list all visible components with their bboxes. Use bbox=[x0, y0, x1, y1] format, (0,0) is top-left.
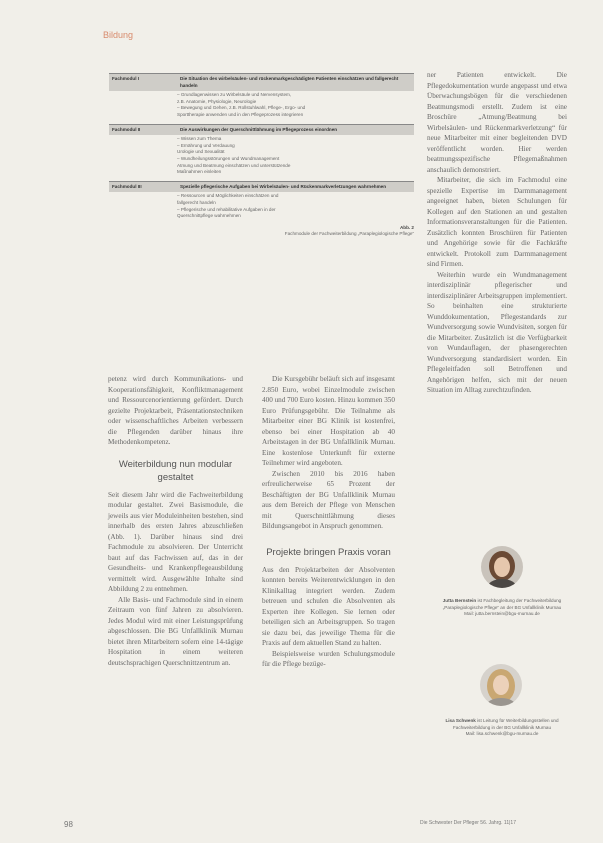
paragraph: Aus den Projektarbeiten der Absolventen konnten bereits Weiterentwicklungen in den Klinikalltag integriert werden. Zudem betreuen und schulen die Absolventen als Experten ihre Kollegen. Sie lernen oder beteiligen sich an Arbeitsgruppen. So tragen sie dazu bei, das jeweilige Thema für die Praxis auf dem aktuellen Stand zu halten. bbox=[262, 565, 395, 647]
module-item: – Wissen zum Thema bbox=[177, 136, 222, 142]
portrait-icon bbox=[480, 664, 522, 706]
module-3 bbox=[109, 181, 414, 223]
module-item: fallgerecht handeln bbox=[177, 199, 216, 205]
module-item: – Ressourcen und Möglichkeiten einschätzen und bbox=[177, 193, 279, 199]
journal-info: Die Schwester Der Pfleger 56. Jahrg. 11|17 bbox=[420, 820, 516, 826]
module-item: Urologie und Sexualität bbox=[177, 149, 225, 155]
module-title: Die Auswirkungen der Querschnittlähmung im Pflegeprozess einordnen bbox=[180, 126, 338, 132]
paragraph: Die Kursgebühr beläuft sich auf insgesamt 2.850 Euro, wobei Einzelmodule zwischen 400 und 700 Euro kosten. Hinzu kommen 350 Euro Prüfungsgebühr. Die Teilnahme als Mitarbeiter einer BG Klinik ist kostenfrei, ebenso bei einer Hospitation ab 40 Arbeitstagen in der BG Unfallklinik Murnau. Eine kostenlose Unterkunft für externe Teilnehmer wird angeboten. bbox=[262, 375, 395, 467]
portrait-icon bbox=[481, 546, 523, 588]
author-photo-2 bbox=[480, 664, 522, 706]
author-email: Mail: lisa.schwenk@bgu-murnau.de bbox=[465, 731, 539, 736]
column-2 bbox=[262, 374, 395, 670]
column-3 bbox=[427, 70, 567, 396]
module-item: – Pflegerische und rehabilitative Aufgaben in der bbox=[177, 206, 276, 212]
author-caption-1 bbox=[427, 598, 577, 618]
paragraph: Zwischen 2010 bis 2016 haben erfreulicherweise 65 Prozent der Beschäftigten der BG Unfallklinik Murnau aus dem Bereich der Pflege von Menschen mit Querschnittlähmung dieses Bildungsangebot in Anspruch genommen. bbox=[262, 469, 395, 530]
module-item: – Wundheilungsstörungen und Wundmanagement bbox=[177, 155, 280, 161]
module-label: Fachmodul II bbox=[112, 126, 141, 132]
module-title: Spezielle pflegerische Aufgaben bei Wirbelsäulen- und Rückenmarkverletzungen wahrnehmen bbox=[180, 183, 387, 189]
author-caption-2 bbox=[427, 718, 577, 738]
author-description: ist Leitung für Weiterbildungsstellen und Fachweiterbildung in der BG Unfallklinik Murnau bbox=[452, 718, 559, 730]
module-item: Sporttherapie anwenden und in den Pflegeprozess integrieren bbox=[177, 111, 304, 117]
author-email: Mail: jutta.bernstein@bgu-murnau.de bbox=[464, 611, 540, 616]
module-item: – Ernährung und Verdauung bbox=[177, 142, 235, 148]
figure-label: Abb. 2 bbox=[399, 224, 414, 230]
module-item: z.B. Anatomie, Physiologie, Neurologie bbox=[177, 98, 257, 104]
module-label: Fachmodul I bbox=[112, 76, 140, 81]
paragraph: ner Patienten entwickelt. Die Pflegedokumentation wurde angepasst und etwa Überwachungsbögen für die verschiedenen Beatmungsmodi erstellt. Zudem ist eine Broschüre „Atmung/Beatmung bei Wirbelsäulen- und Rückenmarkverletzung“ für neue Mitarbeiter mit einer begleitenden DVD veröffentlicht worden. Hier werden beatmungsspezifische Pflegemaßnahmen anschaulich demonstriert. bbox=[427, 71, 567, 174]
paragraph: Alle Basis- und Fachmodule sind in einem Zeitraum von fünf Jahren zu absolvieren. Jedes Modul wird mit einer Leistungsprüfung abgeschlossen. Die BG Unfallklinik Murnau bietet ihren Mitarbeitern sofern eine 14-tägige Hospitation in einem weiteren deutschsprachigen Querschnittzentrum an. bbox=[108, 595, 243, 667]
module-item: Maßnahmen einleiten bbox=[177, 169, 222, 175]
paragraph: Weiterhin wurde ein Wundmanagement interdisziplinär pflegerischer und interdisziplinärer Arbeitsgruppen implementiert. So beinhalten eine strukturierte Wunddokumentation, Pflegestandards zur Wundversorgung sowie Wundvisiten, sorgen für die Mitarbeiter. Zusätzlich ist die Verfügbarkeit von Wundauflagen, der phasengerechten Wundversorgung standardisiert worden. Ein Pflegeleitfaden soll Betroffenen und Angehörigen helfen, sich mit der neuen Situation im Alltag zurechtzufinden. bbox=[427, 270, 567, 394]
author-description: ist Fachbegleitung der Fachweiterbildung „Paraplegiologische Pflege“ an der BG Unfallklinik Murnau bbox=[442, 598, 562, 610]
author-name: Jutta Bernstein bbox=[442, 598, 477, 603]
module-table bbox=[109, 71, 414, 238]
author-photo-1 bbox=[481, 546, 523, 588]
page-number: 98 bbox=[64, 820, 73, 829]
author-name: Lisa Schwenk bbox=[445, 718, 476, 723]
module-title: Die Situation des wirbelsäulen- und rückenmarkgeschädigten Patienten einschätzen und fallgerecht handeln bbox=[180, 76, 399, 88]
subheading: Projekte bringen Praxis voran bbox=[266, 546, 391, 558]
paragraph: Mitarbeiter, die sich im Fachmodul eine spezielle Expertise im Darmmanagement angeeignet haben, bieten Schulungen für Kollegen auf den Stationen an und gestalten Informationsveranstaltungen für die Patienten. Zusätzlich konnten Broschüren für Patienten und Angehörige sowie für die Fachkräfte entwickelt. Protokoll zum Darmmanagement sind Firmen. bbox=[427, 176, 567, 268]
paragraph: Seit diesem Jahr wird die Fachweiterbildung modular gestaltet. Zwei Basismodule, die jeweils aus vier Moduleinheiten bestehen, sind innerhalb des ersten Jahres abzuschließen (Abb. 1). Darüber hinaus sind drei Fachmodule zu absolvieren. Der Unterricht baut auf das Fachwissen auf, das in der Gesundheits- und Krankenpflegeausbildung vermittelt wird. Ausgewählte Inhalte sind Abbildung 2 zu entnehmen. bbox=[108, 490, 243, 593]
module-label: Fachmodul III bbox=[112, 183, 142, 189]
column-1 bbox=[108, 374, 243, 668]
paragraph: petenz wird durch Kommunikations- und Kooperationsfähigkeit, Konfliktmanagement und Ressourcenorientierung gefördert. Durch gezielte Projektarbeit, Präsentationstechniken oder wissenschaftliches Arbeiten verbessern die Pflegenden darüber hinaus ihre Methodenkompetenz. bbox=[108, 375, 243, 446]
subheading: Weiterbildung nun modular gestaltet bbox=[118, 458, 233, 483]
module-item: – Bewegung und Gehen, z.B. Rollstuhlwahl, Pflege-, Ergo- und bbox=[177, 105, 306, 111]
section-title: Bildung bbox=[103, 30, 134, 40]
module-2 bbox=[109, 124, 414, 179]
paragraph: Beispielsweise wurden Schulungsmodule für die Pflege bezüge- bbox=[262, 649, 395, 668]
module-item: Querschnittpflege wahrnehmen bbox=[177, 213, 241, 219]
figure-caption: Fachmodule der Fachweiterbildung „Paraplegiologische Pflege“ bbox=[284, 231, 414, 237]
module-item: Atmung und Beatmung einschätzen und unterstützende bbox=[177, 162, 291, 168]
module-1 bbox=[109, 73, 414, 122]
module-item: – Grundlagenwissen zu Wirbelsäule und Nervensystem, bbox=[177, 92, 292, 98]
